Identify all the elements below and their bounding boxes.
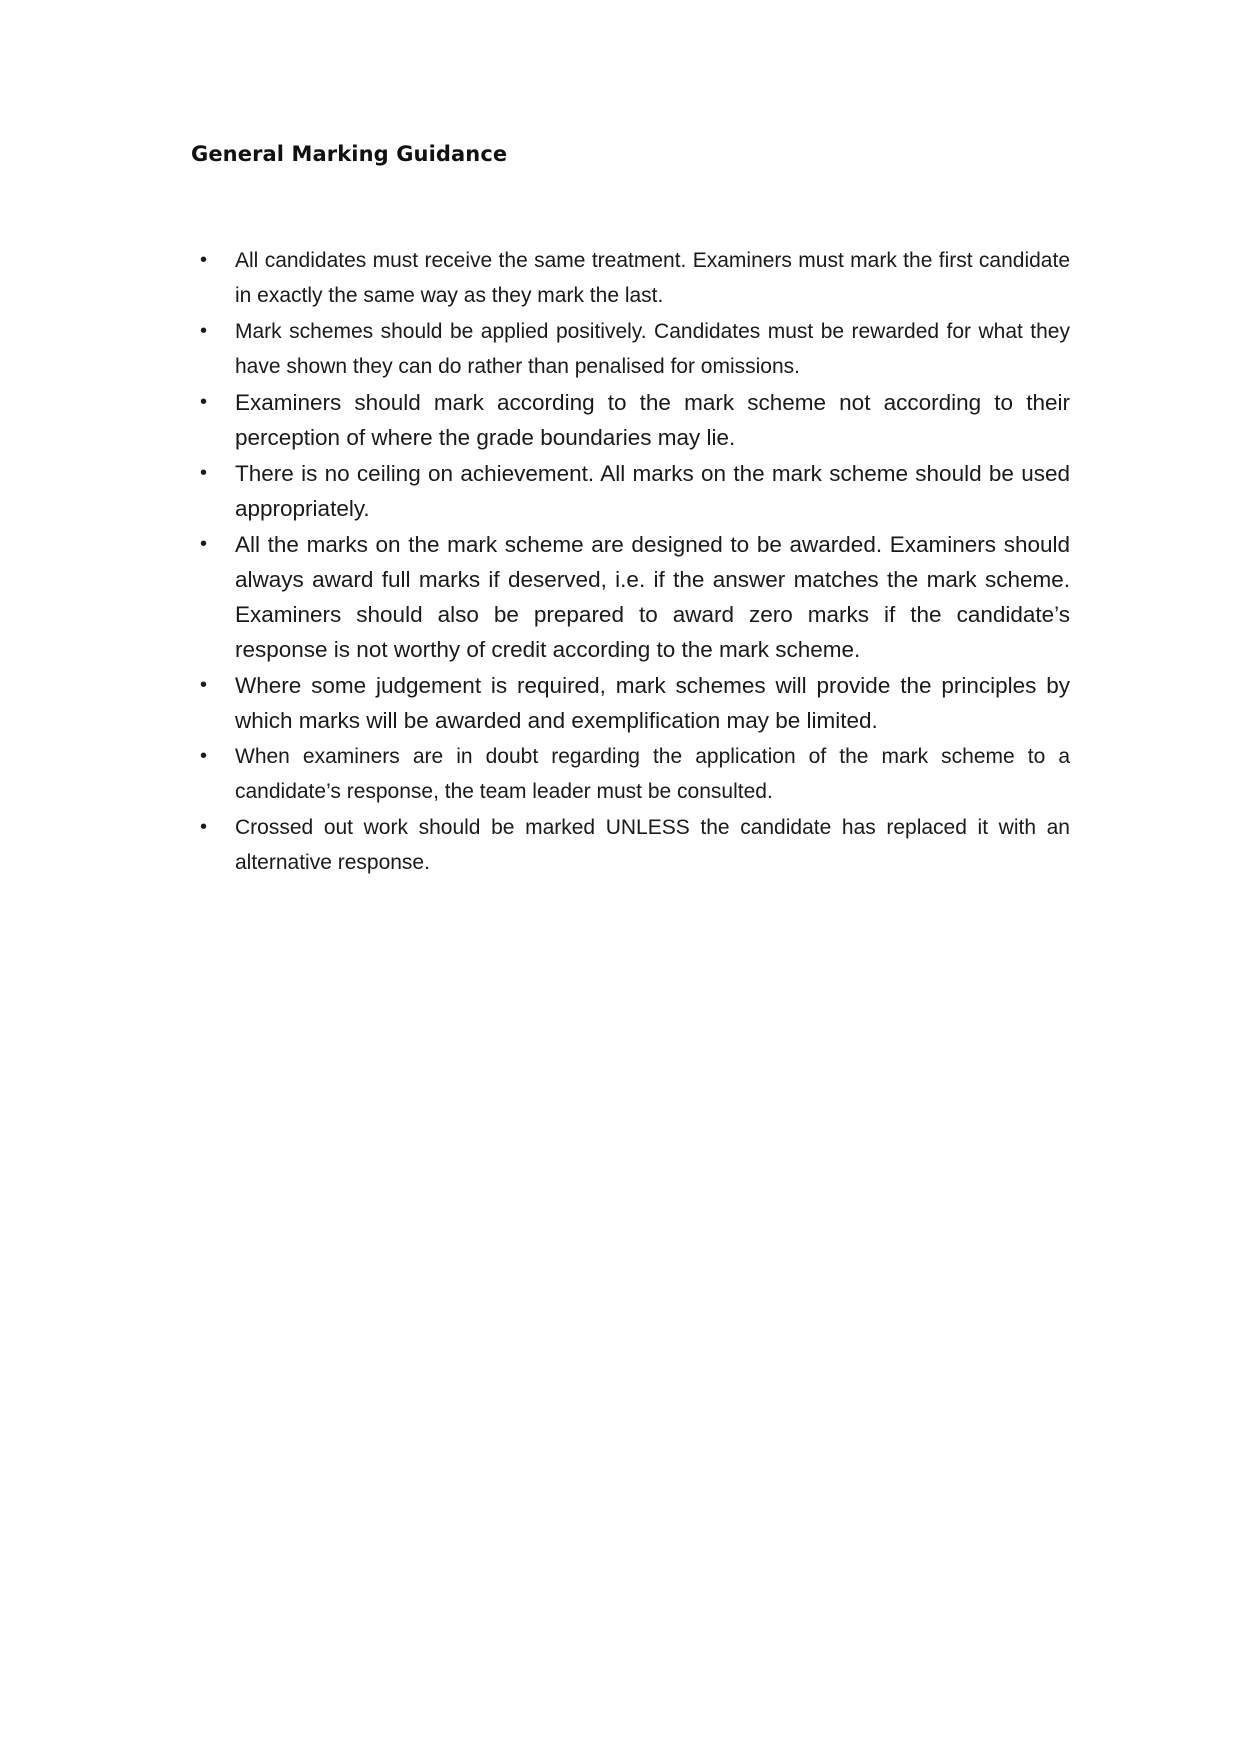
bullet-icon: • [200,674,208,696]
list-item-text: Where some judgement is required, mark schemes will provide the principles by which marks will be awarded and exemplification may be limited. [235,673,1070,733]
bullet-icon: • [200,462,208,484]
list-item-text: All the marks on the mark scheme are designed to be awarded. Examiners should always award full marks if deserved, i.e. if the answer matches the mark scheme. Examiners should also be prepared to award zero marks if the candidate’s response is not worthy of credit according to the mark scheme. [235,532,1070,662]
list-item [200,527,1070,667]
list-item [200,243,1070,313]
list-item-text: Mark schemes should be applied positively. Candidates must be rewarded for what they have shown they can do rather than penalised for omissions. [235,320,1070,378]
bullet-icon: • [200,745,208,767]
bullet-icon: • [200,816,208,838]
list-item-text: All candidates must receive the same treatment. Examiners must mark the first candidate in exactly the same way as they mark the last. [235,249,1070,307]
bullet-icon: • [200,320,208,342]
bullet-icon: • [200,249,208,271]
list-item [200,456,1070,526]
list-item [200,385,1070,455]
list-item-text: When examiners are in doubt regarding the application of the mark scheme to a candidate’s response, the team leader must be consulted. [235,745,1070,803]
list-item-text: There is no ceiling on achievement. All marks on the mark scheme should be used appropriately. [235,461,1070,521]
list-item-text: Examiners should mark according to the mark scheme not according to their perception of where the grade boundaries may lie. [235,390,1070,450]
list-item [200,314,1070,384]
list-item-text: Crossed out work should be marked UNLESS the candidate has replaced it with an alternative response. [235,816,1070,874]
list-item [200,668,1070,738]
page-heading: General Marking Guidance [191,142,508,166]
list-item [200,739,1070,809]
list-item [200,810,1070,880]
guidance-list [200,243,1070,881]
bullet-icon: • [200,533,208,555]
bullet-icon: • [200,391,208,413]
